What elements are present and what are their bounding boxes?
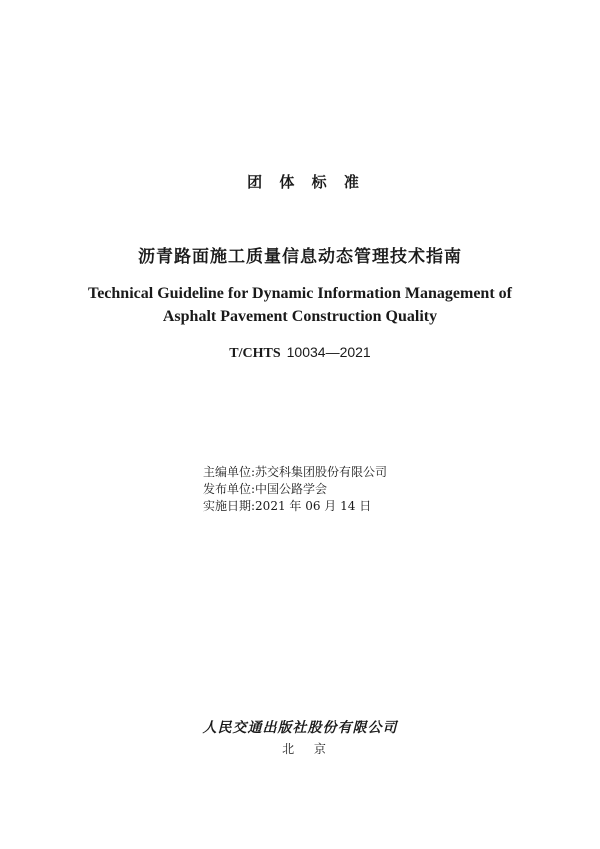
standard-code: 10034—2021 — [286, 344, 371, 360]
standard-number — [0, 344, 600, 362]
standard-prefix: T/CHTS — [229, 346, 281, 361]
publisher-name: 人民交通出版社股份有限公司 — [202, 720, 398, 736]
implementation-date: 实施日期:2021 年 06 月 14 日 — [203, 499, 372, 513]
info-block — [203, 464, 387, 515]
editor-unit: 主编单位:苏交科集团股份有限公司 — [203, 465, 388, 479]
english-title-line-1: Technical Guideline for Dynamic Information Management of — [88, 285, 512, 302]
publisher-city: 北 京 — [282, 742, 334, 756]
chinese-title: 沥青路面施工质量信息动态管理技术指南 — [138, 247, 462, 267]
english-title-line-2: Asphalt Pavement Construction Quality — [162, 308, 438, 325]
english-title — [0, 282, 600, 328]
issuing-unit: 发布单位:中国公路学会 — [203, 482, 328, 496]
document-type: 团 体 标 准 — [247, 173, 365, 191]
